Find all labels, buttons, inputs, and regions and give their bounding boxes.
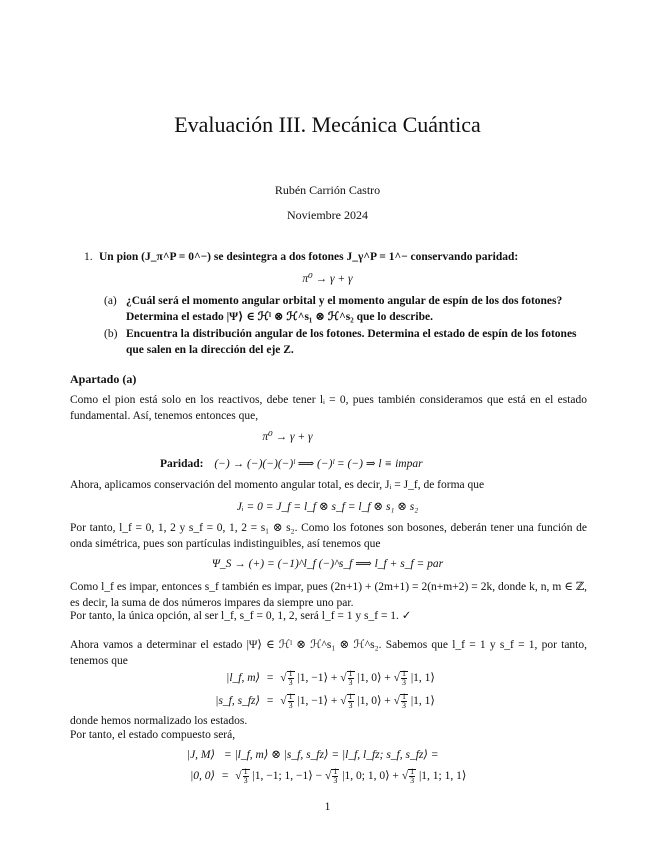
equation-decay: π⁰ → γ + γ (262, 431, 313, 443)
paragraph-2: Ahora, aplicamos conservación del momento angular total, es decir, Jᵢ = J_f, de forma que (70, 479, 485, 491)
problem-number: 1. (84, 251, 93, 263)
equation-parity-row (160, 457, 423, 473)
sqrt-term: √ $\frac{1}{3}$ (280, 692, 293, 710)
document-title: Evaluación III. Mecánica Cuántica (174, 112, 481, 137)
equation-composite-state (175, 748, 439, 764)
equation-symmetry: Ψ_S → (+) = (−1)^l_f (−)^s_f ⟹ l_f + s_f = par (211, 558, 444, 570)
part-a-text: ¿Cuál será el momento angular orbital y el momento angular de espín de los dos fotones? Determina el estado |Ψ⟩ ∈ ℋˡ ⊗ ℋ^s₁ ⊗ ℋ^s₂ que lo describe. (126, 295, 563, 323)
sqrt-term: √ $\frac{1}{3}$ (280, 669, 293, 687)
orbital-state-lhs: |l_f, m⟩ (226, 672, 260, 685)
paragraph-1: Como el pion está solo en los reactivos, debe tener lᵢ = 0, pues también consideramos que está en el estado fundamental. Así, tenemos entonces que, (70, 394, 587, 422)
composite-rhs: = |l_f, m⟩ ⊗ |s_f, s_fz⟩ = |l_f, l_fz; s_f, s_fz⟩ = (223, 749, 439, 761)
problem-statement: Un pion (J_π^P = 0^−) se desintegra a dos fotones J_γ^P = 1^− conservando paridad: (99, 251, 519, 263)
sqrt-term: √ $\frac{1}{3}$ (401, 767, 415, 785)
part-b-text: Encuentra la distribución angular de los fotones. Determina el estado de espín de los fotones que salen en la dirección del eje Z. (126, 328, 577, 356)
sqrt-term: √ $\frac{1}{3}$ (393, 692, 406, 710)
paragraph-7: donde hemos normalizado los estados. (70, 715, 248, 727)
spin-term-1: |1, −1⟩ + (297, 695, 338, 708)
sqrt-term: √ $\frac{1}{3}$ (325, 767, 338, 785)
spin-term-2: |1, 0⟩ + (357, 695, 391, 708)
equation-vacuum-state: |0, 0⟩ = √ $\frac{1}{3}$ |1, −1; 1, −1⟩ − √ $\frac{1}{3}$ |1, 0; 1, 0⟩ + √ $\frac{1}{3}$ |1, 1; 1, 1⟩ (175, 768, 466, 785)
paragraph-5: Por tanto, la única opción, al ser l_f, s_f = 0, 1, 2, será l_f = 1 y s_f = 1. ✓ (70, 610, 412, 622)
section-heading: Apartado (a) (70, 372, 137, 386)
orbital-term-3: |1, 1⟩ (410, 672, 435, 685)
spin-term-3: |1, 1⟩ (410, 695, 435, 708)
composite-lhs: |J, M⟩ (186, 749, 215, 761)
vacuum-term-2: |1, 0; 1, 0⟩ + (342, 770, 399, 783)
vacuum-term-1: |1, −1; 1, −1⟩ − (252, 770, 323, 783)
part-a-label: (a) (104, 295, 117, 307)
paragraph-4: Como l_f es impar, entonces s_f también es impar, pues (2n+1) + (2m+1) = 2(n+m+2) = 2k, donde k, n, m ∈ ℤ, es decir, la suma de dos números impares da siempre uno par. (70, 581, 587, 609)
part-b-label: (b) (104, 328, 118, 340)
equation-angular-momentum: Jᵢ = 0 = J_f = l_f ⊗ s_f = l_f ⊗ s₁ ⊗ s₂ (236, 501, 419, 513)
equation-orbital-state: |l_f, m⟩ = √ $\frac{1}{3}$ |1, −1⟩ + √ $\frac{1}{3}$ |1, 0⟩ + √ $\frac{1}{3}$ |1, 1⟩ (210, 670, 435, 687)
parity-equation: (−) → (−)(−)(−)ˡ ⟹ (−)ˡ = (−) ⇒ l ≡ impar (214, 458, 423, 470)
sqrt-term: √ $\frac{1}{3}$ (340, 692, 353, 710)
vacuum-lhs: |0, 0⟩ (190, 770, 215, 783)
vacuum-term-3: |1, 1; 1, 1⟩ (419, 770, 467, 783)
page-number: 1 (324, 801, 331, 813)
sqrt-term: √ $\frac{1}{3}$ (235, 767, 248, 785)
paragraph-8: Por tanto, el estado compuesto será, (70, 729, 236, 741)
sqrt-term: √ $\frac{1}{3}$ (393, 669, 406, 687)
problem-equation: π⁰ → γ + γ (302, 273, 353, 285)
parity-label: Paridad: (160, 458, 204, 470)
author: Rubén Carrión Castro (274, 183, 381, 197)
paragraph-3: Por tanto, l_f = 0, 1, 2 y s_f = 0, 1, 2 = s₁ ⊗ s₂. Como los fotones son bosones, deberán tener una función de onda simétrica, pues son partículas indistinguibles, así tenemos que (70, 522, 587, 550)
date: Noviembre 2024 (287, 208, 368, 222)
sqrt-term: √ $\frac{1}{3}$ (340, 669, 353, 687)
orbital-term-1: |1, −1⟩ + (297, 672, 338, 685)
equation-spin-state: |s_f, s_fz⟩ = √ $\frac{1}{3}$ |1, −1⟩ + √ $\frac{1}{3}$ |1, 0⟩ + √ $\frac{1}{3}$ |1, 1⟩ (198, 693, 435, 710)
paragraph-6: Ahora vamos a determinar el estado |Ψ⟩ ∈ ℋˡ ⊗ ℋ^s₁ ⊗ ℋ^s₂. Sabemos que l_f = 1 y s_f = 1, por tanto, tenemos que (70, 639, 587, 667)
orbital-term-2: |1, 0⟩ + (357, 672, 391, 685)
spin-state-lhs: |s_f, s_fz⟩ (215, 695, 260, 708)
